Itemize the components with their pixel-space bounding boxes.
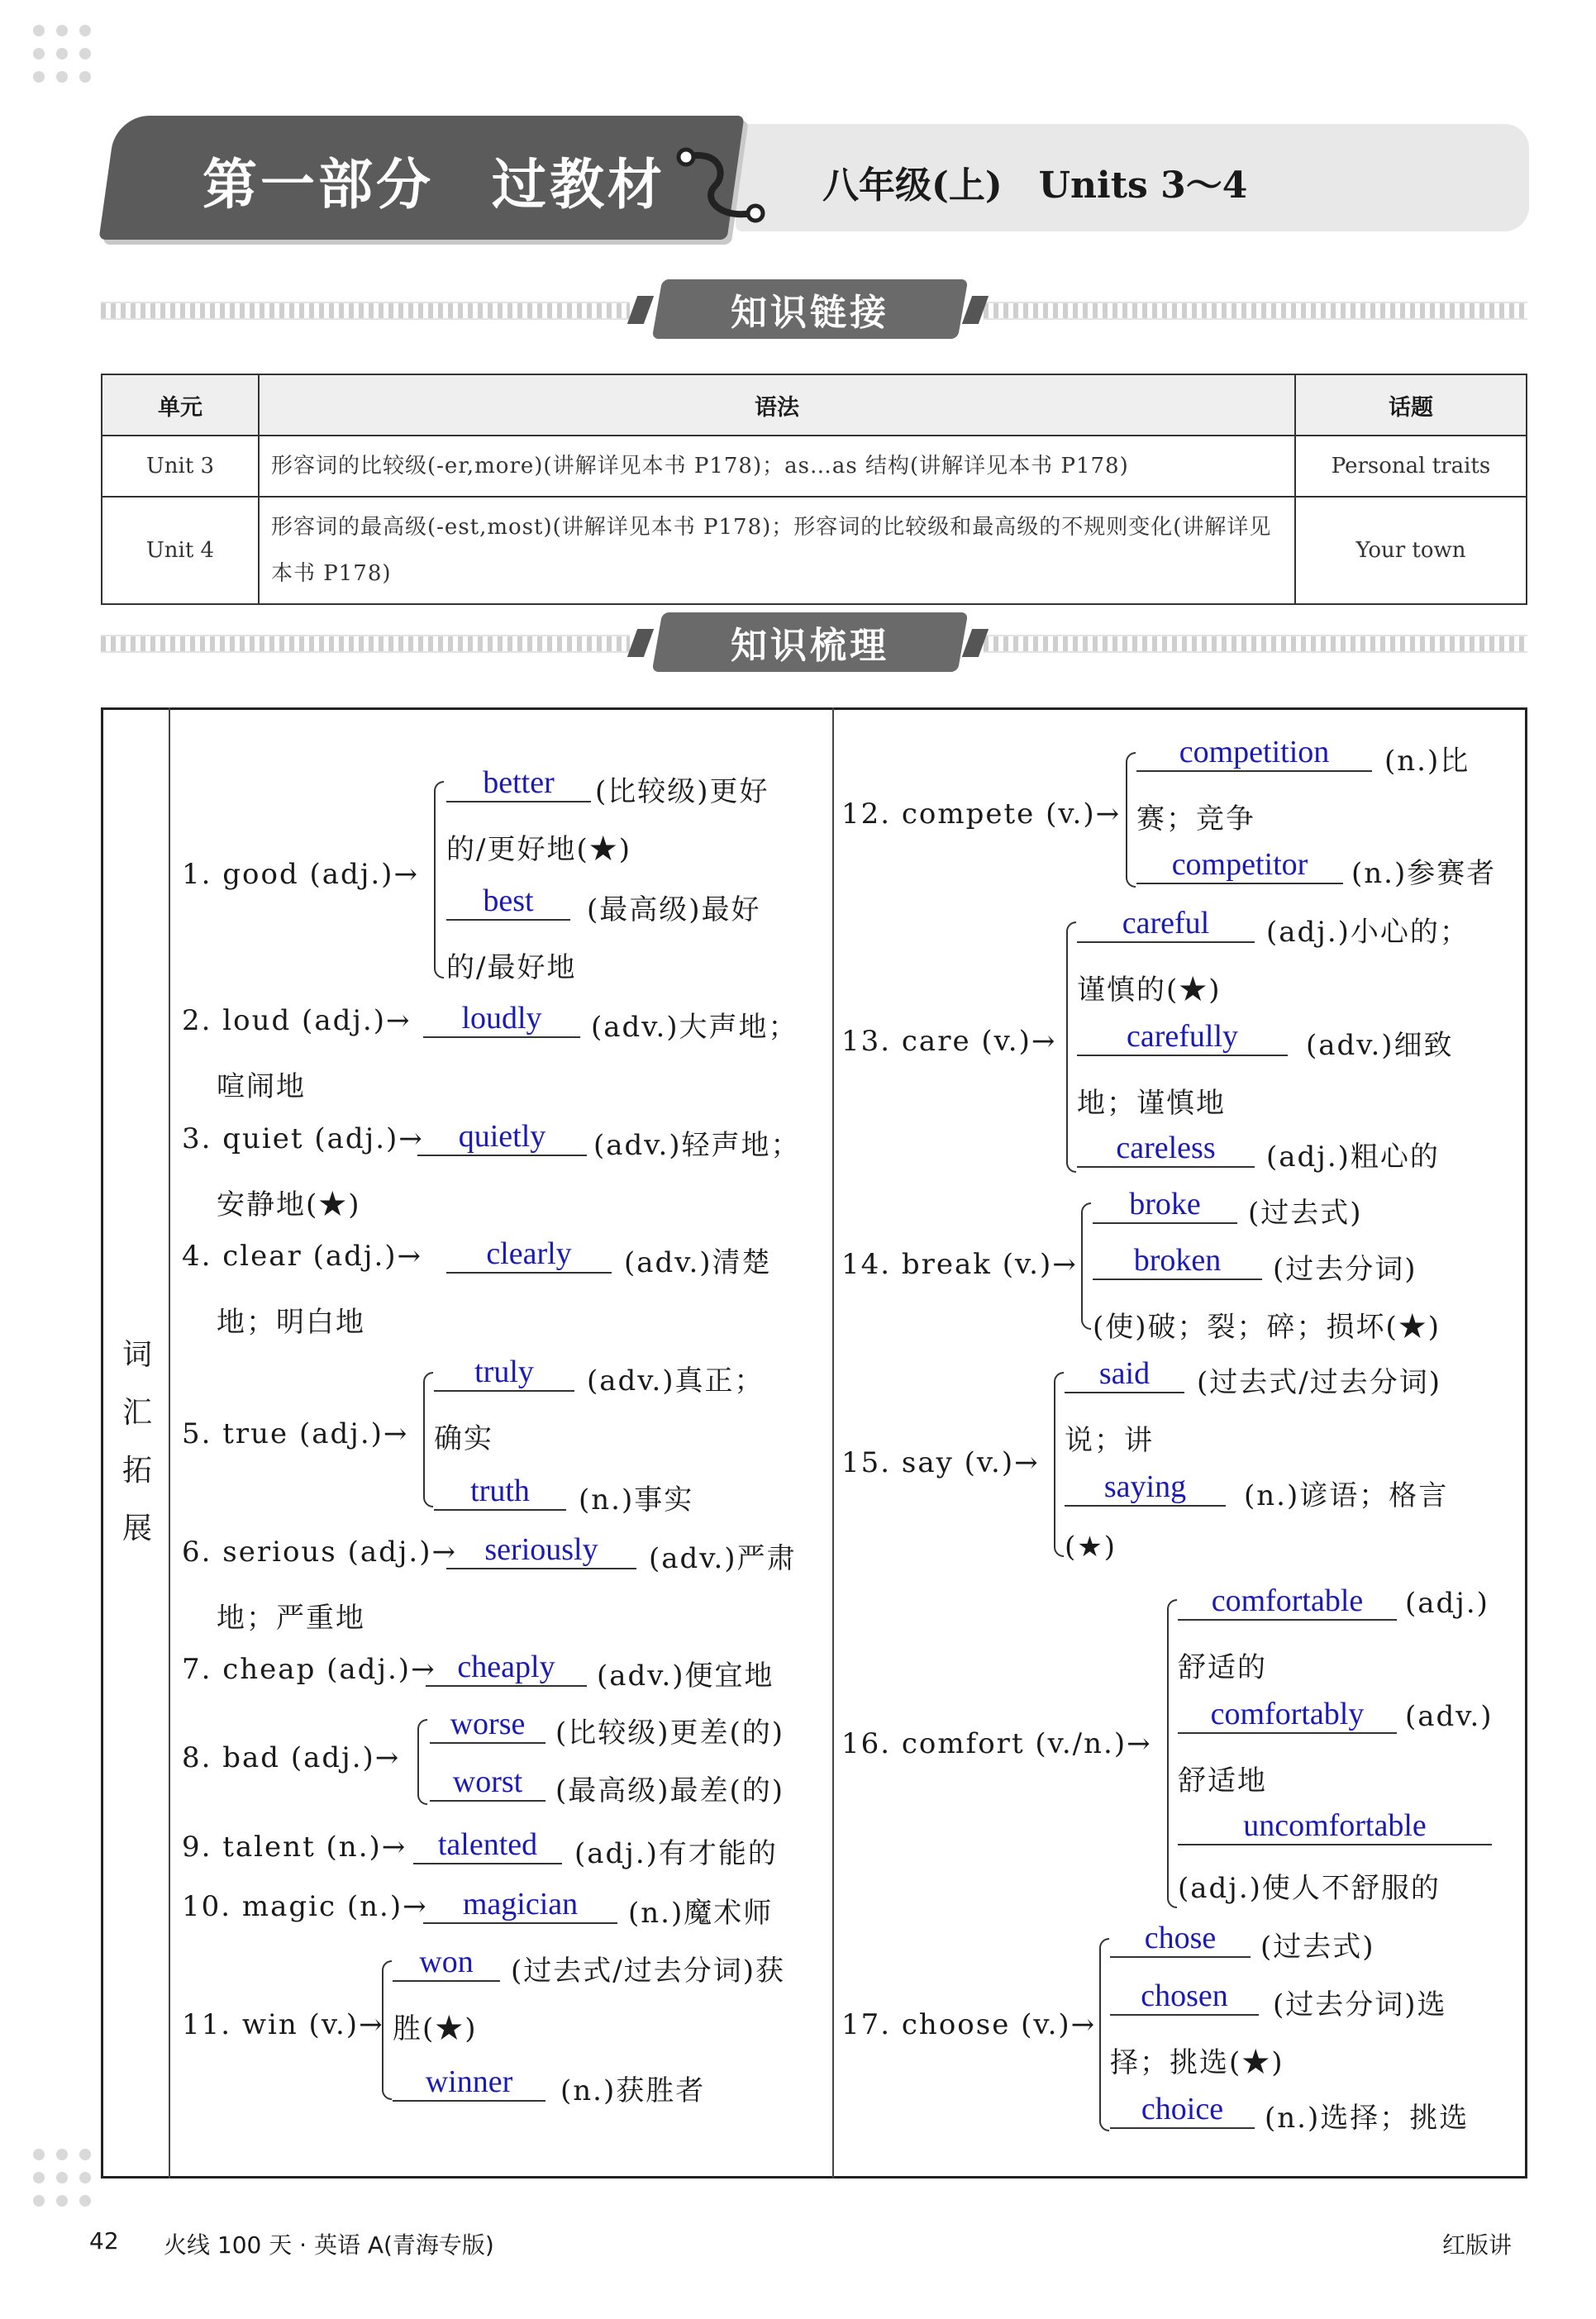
answer-blank: chose xyxy=(1110,1920,1251,1958)
brace xyxy=(1099,1938,1109,2131)
item-desc: 安静地(★) xyxy=(217,1188,361,1221)
item-desc: 说；讲 xyxy=(1065,1424,1154,1457)
item-desc: 舒适地 xyxy=(1178,1764,1267,1798)
brace xyxy=(382,1960,392,2100)
unit-cell: Unit 3 xyxy=(102,436,259,497)
item-stem: 3. quiet (adj.)→ xyxy=(182,1122,424,1155)
item-desc: (最高级)最差(的) xyxy=(555,1774,785,1807)
item-desc: 的/最好地 xyxy=(446,951,577,984)
answer-blank: uncomfortable xyxy=(1178,1807,1492,1845)
answer-blank: worse xyxy=(430,1706,545,1744)
answer-blank: talented xyxy=(413,1826,562,1864)
answer-blank: truth xyxy=(434,1473,566,1511)
book-title: 火线 100 天 · 英语 A(青海专版) xyxy=(164,2231,494,2259)
item-desc: (n.)魔术师 xyxy=(628,1897,774,1930)
brace xyxy=(434,781,444,979)
column-divider xyxy=(832,707,834,2179)
brace xyxy=(1167,1599,1177,1908)
item-desc: (adv.)大声地； xyxy=(591,1011,798,1044)
item-desc: 地；严重地 xyxy=(217,1602,365,1635)
item-desc: (adv.) xyxy=(1405,1700,1494,1733)
corner-dots-bottom xyxy=(33,2149,91,2207)
unit-cell: Unit 4 xyxy=(102,497,259,604)
item-desc: 择；挑选(★) xyxy=(1110,2046,1284,2079)
item-desc: (使)破；裂；碎；损坏(★) xyxy=(1093,1311,1441,1344)
item-stem: 14. break (v.)→ xyxy=(841,1248,1078,1281)
item-desc: 喧闹地 xyxy=(217,1070,306,1103)
item-desc: (adj.) xyxy=(1405,1587,1489,1620)
item-desc: (n.)参赛者 xyxy=(1351,857,1497,890)
item-desc: (过去式/过去分词)获 xyxy=(511,1955,785,1988)
item-stem: 5. true (adj.)→ xyxy=(182,1417,409,1450)
item-stem: 10. magic (n.)→ xyxy=(182,1890,428,1923)
table-row xyxy=(102,497,1527,604)
item-desc: (比较级)更好 xyxy=(595,775,769,808)
answer-blank: saying xyxy=(1065,1469,1226,1507)
item-stem: 17. choose (v.)→ xyxy=(841,2008,1097,2041)
topic-cell: Your town xyxy=(1295,497,1527,604)
item-desc: (过去分词)选 xyxy=(1273,1988,1447,2021)
item-desc: 赛；竞争 xyxy=(1136,802,1255,836)
item-desc: (比较级)更差(的) xyxy=(555,1717,785,1750)
item-desc: (n.)事实 xyxy=(579,1483,694,1517)
item-stem: 1. good (adj.)→ xyxy=(182,858,419,891)
item-desc: 胜(★) xyxy=(393,2012,478,2045)
corner-dots-top xyxy=(33,25,91,83)
item-stem: 7. cheap (adj.)→ xyxy=(182,1653,436,1686)
answer-blank: competition xyxy=(1136,734,1372,772)
banner-ornament-left xyxy=(627,296,654,324)
col-unit: 单元 xyxy=(102,374,259,436)
item-desc: (n.)比 xyxy=(1384,745,1470,778)
side-label: 词汇拓展 xyxy=(121,1338,152,1545)
answer-blank: choice xyxy=(1110,2091,1255,2129)
item-desc: (adv.)严肃 xyxy=(649,1542,797,1575)
page-subtitle: 八年级(上) Units 3～4 xyxy=(822,164,1248,207)
answer-blank: competitor xyxy=(1136,846,1343,884)
grammar-table xyxy=(101,374,1527,605)
grammar-cell: 形容词的比较级(-er,more)(讲解详见本书 P178)；as…as 结构(讲解详见本书 P178) xyxy=(259,436,1295,497)
item-desc: (★) xyxy=(1065,1531,1117,1564)
item-stem: 4. clear (adj.)→ xyxy=(182,1240,423,1273)
answer-blank: broke xyxy=(1093,1186,1237,1224)
item-stem: 2. loud (adj.)→ xyxy=(182,1004,412,1037)
answer-blank: seriously xyxy=(446,1531,636,1569)
item-desc: (adv.)清楚 xyxy=(624,1246,772,1279)
item-desc: (过去式) xyxy=(1248,1197,1363,1230)
item-stem: 12. compete (v.)→ xyxy=(841,798,1122,831)
topic-cell: Personal traits xyxy=(1295,436,1527,497)
col-grammar: 语法 xyxy=(259,374,1295,436)
item-desc: (过去式/过去分词) xyxy=(1197,1366,1441,1399)
item-desc: (最高级)最好 xyxy=(587,893,761,926)
page-number: 42 xyxy=(89,2227,119,2255)
item-desc: (过去分词) xyxy=(1273,1253,1417,1286)
answer-blank: truly xyxy=(434,1354,574,1392)
answer-blank: chosen xyxy=(1110,1978,1259,2016)
item-desc: (adv.)细致 xyxy=(1306,1029,1454,1062)
answer-blank: careless xyxy=(1077,1130,1255,1168)
brace xyxy=(423,1372,433,1507)
divider-right xyxy=(984,302,1527,320)
answer-blank: best xyxy=(446,883,570,921)
answer-blank: clearly xyxy=(446,1236,612,1274)
section-banner-review: 知识梳理 xyxy=(652,612,969,672)
item-desc: (adj.)使人不舒服的 xyxy=(1178,1872,1441,1905)
item-stem: 15. say (v.)→ xyxy=(841,1446,1040,1479)
brace xyxy=(1126,752,1136,888)
item-stem: 6. serious (adj.)→ xyxy=(182,1536,457,1569)
answer-blank: worst xyxy=(430,1764,545,1802)
divider-left xyxy=(101,302,630,320)
item-desc: 地；谨慎地 xyxy=(1077,1087,1226,1120)
item-desc: (过去式) xyxy=(1260,1931,1375,1964)
answer-blank: comfortable xyxy=(1178,1583,1397,1621)
section-banner-links: 知识链接 xyxy=(652,279,969,339)
answer-blank: magician xyxy=(423,1886,617,1924)
item-desc: (adj.)小心的； xyxy=(1266,916,1470,949)
answer-blank: said xyxy=(1065,1355,1184,1393)
table-row xyxy=(102,436,1527,497)
edition-label: 红版讲 xyxy=(1442,2231,1513,2259)
item-desc: (adv.)轻声地； xyxy=(593,1129,801,1162)
answer-blank: quietly xyxy=(417,1118,587,1156)
hook-icon xyxy=(669,140,777,231)
item-desc: (n.)谚语；格言 xyxy=(1244,1479,1449,1512)
brace xyxy=(1081,1202,1091,1330)
brace xyxy=(1054,1372,1064,1557)
item-desc: (adv.)便宜地 xyxy=(597,1659,774,1693)
grammar-cell: 形容词的最高级(-est,most)(讲解详见本书 P178)；形容词的比较级和最高级的不规则变化(讲解详见本书 P178) xyxy=(259,497,1295,604)
item-desc: 地；明白地 xyxy=(217,1306,365,1339)
answer-blank: winner xyxy=(393,2064,545,2102)
item-desc: (adv.)真正； xyxy=(587,1364,765,1398)
answer-blank: cheaply xyxy=(426,1649,587,1687)
answer-blank: careful xyxy=(1077,905,1255,943)
answer-blank: broken xyxy=(1093,1242,1262,1280)
answer-blank: comfortably xyxy=(1178,1696,1397,1734)
answer-blank: loudly xyxy=(423,1000,580,1038)
item-desc: 确实 xyxy=(434,1422,493,1455)
col-topic: 话题 xyxy=(1295,374,1527,436)
item-stem: 11. win (v.)→ xyxy=(182,2008,384,2041)
item-desc: (n.)选择；挑选 xyxy=(1265,2102,1470,2135)
answer-blank: better xyxy=(446,764,591,802)
item-stem: 16. comfort (v./n.)→ xyxy=(841,1727,1152,1760)
banner-ornament-left xyxy=(627,629,654,657)
part-title: 第一部分 过教材 xyxy=(202,153,665,217)
item-desc: 谨慎的(★) xyxy=(1077,974,1222,1007)
brace xyxy=(417,1719,427,1805)
answer-blank: carefully xyxy=(1077,1018,1288,1056)
item-desc: (adj.)有才能的 xyxy=(574,1837,778,1870)
item-stem: 13. care (v.)→ xyxy=(841,1025,1057,1058)
item-stem: 8. bad (adj.)→ xyxy=(182,1741,401,1774)
item-stem: 9. talent (n.)→ xyxy=(182,1831,407,1864)
divider-right xyxy=(984,635,1527,653)
answer-blank: won xyxy=(393,1944,500,1982)
divider-left xyxy=(101,635,630,653)
item-desc: (adj.)粗心的 xyxy=(1266,1140,1440,1174)
brace xyxy=(1066,921,1076,1173)
item-desc: (n.)获胜者 xyxy=(560,2074,706,2107)
item-desc: 的/更好地(★) xyxy=(446,833,631,866)
item-desc: 舒适的 xyxy=(1178,1651,1267,1684)
